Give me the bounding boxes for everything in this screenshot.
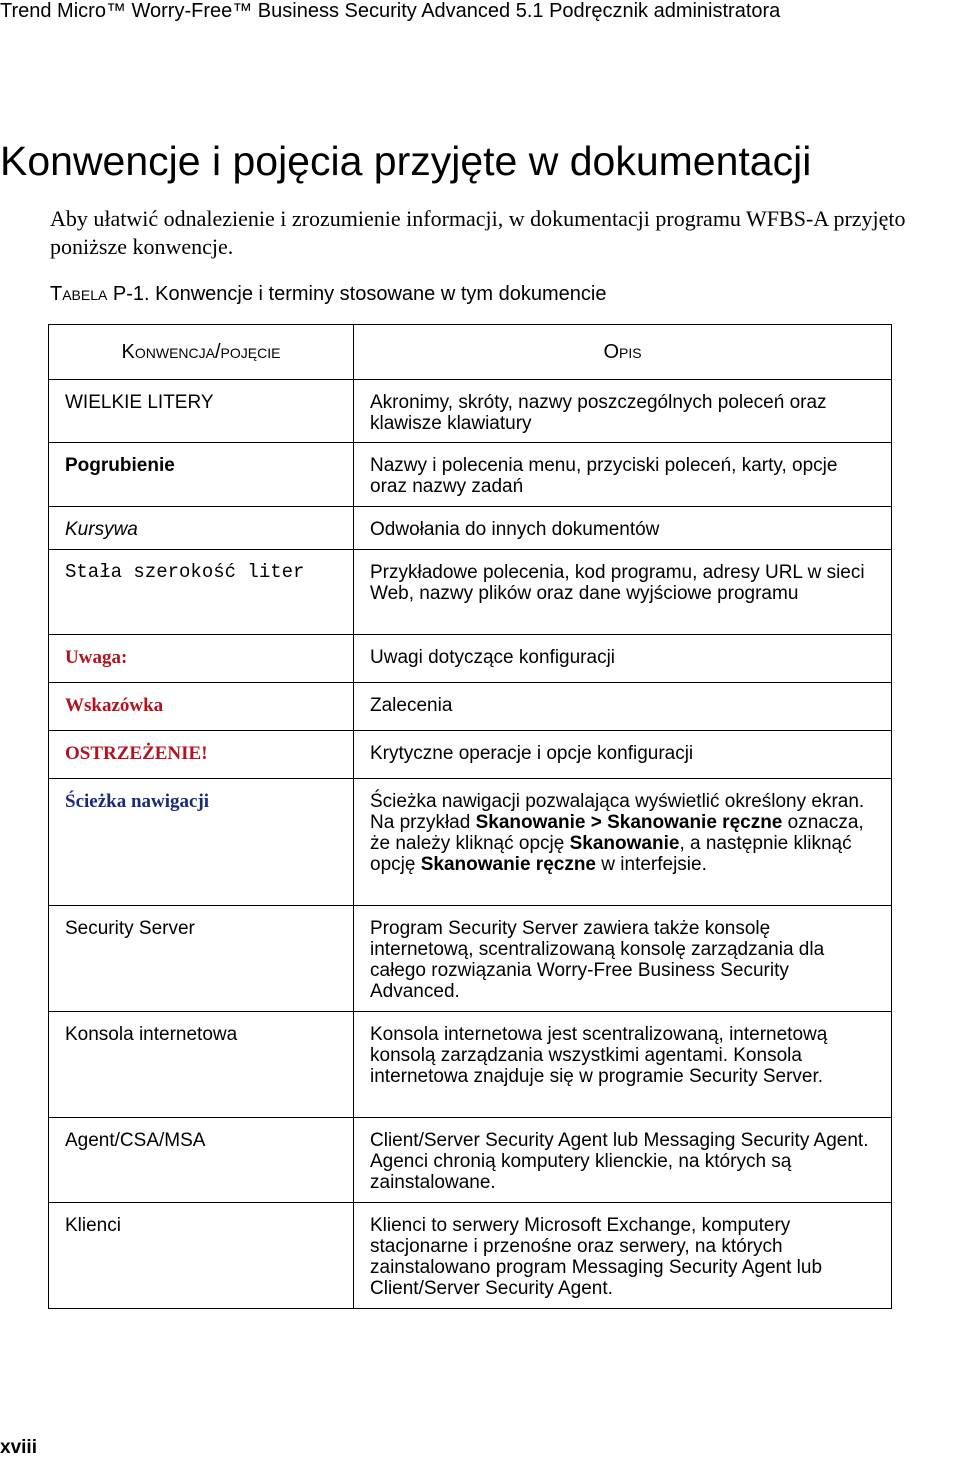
table-row (49, 550, 892, 635)
table-row (49, 779, 892, 906)
table-row (49, 1012, 892, 1118)
term-cell: Kursywa (49, 507, 354, 550)
desc-text: , a następnie kliknąć opcję (370, 833, 852, 875)
description-cell (354, 779, 892, 906)
desc-text: Ścieżka nawigacji pozwalająca wyświetlić określony ekran. Na przykład (370, 791, 865, 833)
section-title: Konwencje i pojęcia przyjęte w dokumentacji (0, 138, 812, 184)
table-row (49, 731, 892, 779)
table-row (49, 380, 892, 443)
description-cell: Nazwy i polecenia menu, przyciski poleceń, karty, opcje oraz nazwy zadań (354, 443, 892, 507)
table-row (49, 1118, 892, 1203)
term-cell: Ścieżka nawigacji (49, 779, 354, 906)
running-header: Trend Micro™ Worry-Free™ Business Security Advanced 5.1 Podręcznik administratora (0, 0, 781, 22)
table-row (49, 507, 892, 550)
description-cell: Zalecenia (354, 683, 892, 731)
description-cell: Klienci to serwery Microsoft Exchange, komputery stacjonarne i przenośne oraz serwery, na których zainstalowano program Messaging Security Agent lub Client/Server Security Agent. (354, 1203, 892, 1309)
description-cell: Program Security Server zawiera także konsolę internetową, scentralizowaną konsolę zarządzania dla całego rozwiązania Worry-Free Business Security Advanced. (354, 906, 892, 1012)
table-row (49, 683, 892, 731)
term-cell: Wskazówka (49, 683, 354, 731)
desc-bold: Skanowanie ręczne (420, 854, 596, 875)
table-row (49, 443, 892, 507)
desc-bold: Skanowanie > Skanowanie ręczne (475, 812, 783, 833)
table-row (49, 906, 892, 1012)
description-cell: Odwołania do innych dokumentów (354, 507, 892, 550)
description-cell: Krytyczne operacje i opcje konfiguracji (354, 731, 892, 779)
table-caption (50, 282, 606, 306)
description-cell: Przykładowe polecenia, kod programu, adresy URL w sieci Web, nazwy plików oraz dane wyjściowe programu (354, 550, 892, 635)
table-row (49, 635, 892, 683)
table-caption-text: Konwencje i terminy stosowane w tym dokumencie (155, 283, 607, 305)
term-cell: Uwaga: (49, 635, 354, 683)
term-cell: Security Server (49, 906, 354, 1012)
table-header-row (49, 325, 892, 380)
term-cell: WIELKIE LITERY (49, 380, 354, 443)
desc-text: oznacza, że należy kliknąć opcję (370, 812, 864, 854)
conventions-table (48, 324, 892, 1309)
intro-paragraph: Aby ułatwić odnalezienie i zrozumienie informacji, w dokumentacji programu WFBS-A przyjęto poniższe konwencje. (50, 206, 906, 259)
header-description: Opis (354, 325, 892, 380)
term-cell: Konsola internetowa (49, 1012, 354, 1118)
description-cell: Client/Server Security Agent lub Messaging Security Agent. Agenci chronią komputery klienckie, na których są zainstalowane. (354, 1118, 892, 1203)
table-caption-number: Tabela P-1. (50, 283, 150, 305)
table-row (49, 1203, 892, 1309)
term-cell: Stała szerokość liter (49, 550, 354, 635)
header-term: Konwencja/pojęcie (49, 325, 354, 380)
term-cell: Agent/CSA/MSA (49, 1118, 354, 1203)
desc-text: w interfejsie. (596, 854, 707, 875)
desc-bold: Skanowanie (569, 833, 680, 854)
page-number: xviii (0, 1437, 37, 1458)
term-cell: Klienci (49, 1203, 354, 1309)
description-cell: Konsola internetowa jest scentralizowaną, internetową konsolą zarządzania wszystkimi agentami. Konsola internetowa znajduje się w programie Security Server. (354, 1012, 892, 1118)
term-cell: Pogrubienie (49, 443, 354, 507)
description-cell: Akronimy, skróty, nazwy poszczególnych poleceń oraz klawisze klawiatury (354, 380, 892, 443)
description-cell: Uwagi dotyczące konfiguracji (354, 635, 892, 683)
term-cell: OSTRZEŻENIE! (49, 731, 354, 779)
